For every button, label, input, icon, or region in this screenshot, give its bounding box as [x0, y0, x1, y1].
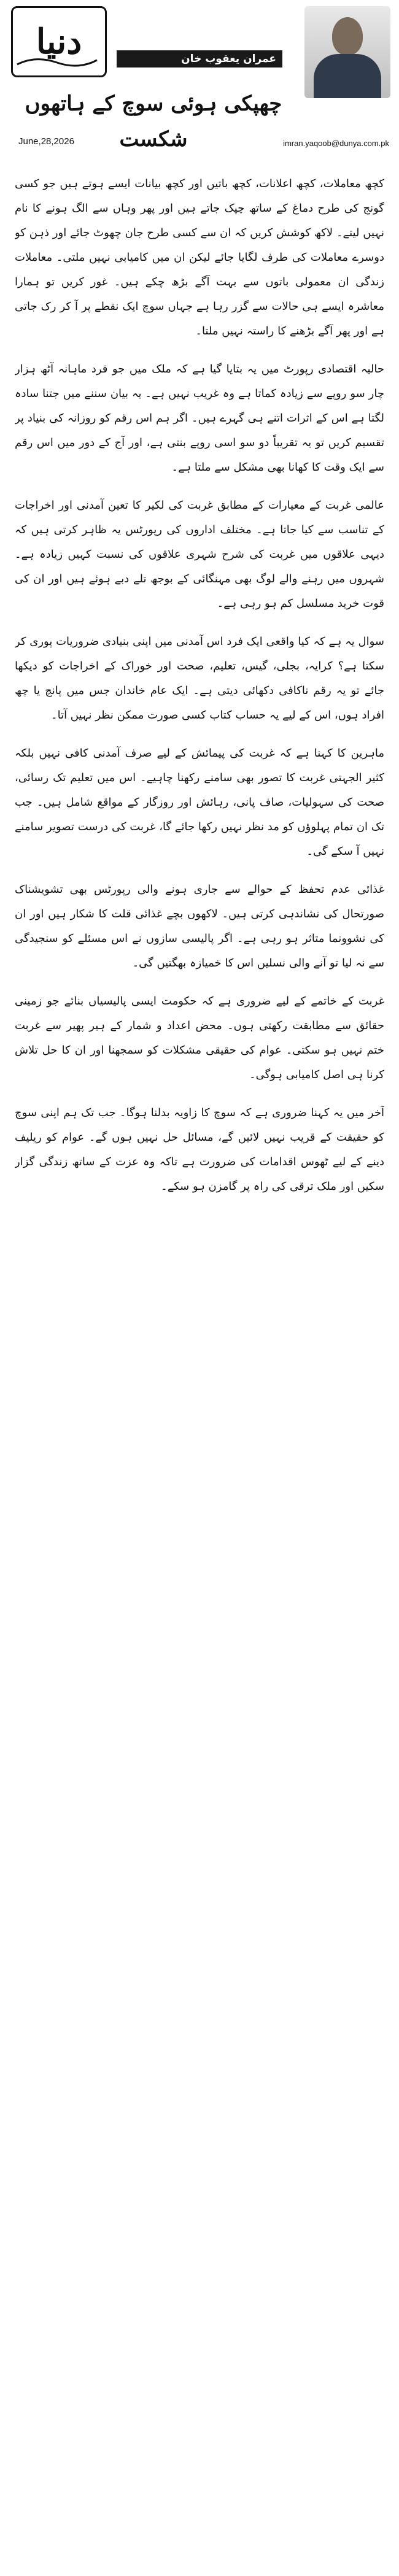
logo-text: دنیا [36, 21, 82, 62]
publish-date: June,28,2026 [18, 136, 74, 147]
article-headline: چھپکی ہوئی سوچ کے ہاتھوں شکست [25, 91, 282, 152]
author-photo [304, 6, 390, 98]
article-paragraph: ماہرین کا کہنا ہے کہ غربت کی پیمائش کے لیے صرف آمدنی کافی نہیں بلکہ کثیر الجہتی غربت کا تصور بھی سامنے رکھنا چاہیے۔ اس میں تعلیم تک رسائی، صحت کی سہولیات، صاف پانی، رہائش اور روزگار کے مواقع شامل ہیں۔ جب تک ان تمام پہلوؤں کو مد نظر نہیں رکھا جائے گا، غربت کی درست تصویر سامنے نہیں آ سکے گی۔ [15, 747, 384, 858]
article-paragraph: عالمی غربت کے معیارات کے مطابق غربت کی لکیر کا تعین آمدنی اور اخراجات کے تناسب سے کیا جاتا ہے۔ مختلف اداروں کی رپورٹس یہ ظاہر کرتی ہیں کہ دیہی علاقوں میں غربت کی شرح شہری علاقوں کی نسبت کہیں زیادہ ہے۔ شہروں میں رہنے والے لوگ بھی مہنگائی کے بوجھ تلے دبے ہوئے ہیں اور ان کی قوت خرید مسلسل کم ہو رہی ہے۔ [15, 499, 384, 610]
article-paragraph: حالیہ اقتصادی رپورٹ میں یہ بتایا گیا ہے کہ ملک میں جو فرد ماہانہ آٹھ ہزار چار سو روپے سے زیادہ کماتا ہے وہ غریب نہیں ہے۔ یہ بیان سننے میں جتنا سادہ لگتا ہے اس کے اثرات اتنے ہی گہرے ہیں۔ اگر ہم اس رقم کو روزانہ کی بنیاد پر تقسیم کریں تو یہ تقریباً دو سو اسی روپے بنتی ہے، اور آج کے دور میں اس رقم سے ایک وقت کا کھانا بھی مشکل سے ملتا ہے۔ [15, 363, 384, 474]
author-email: imran.yaqoob@dunya.com.pk [283, 139, 389, 148]
article-paragraph: آخر میں یہ کہنا ضروری ہے کہ سوچ کا زاویہ بدلنا ہوگا۔ جب تک ہم اپنی سوچ کو حقیقت کے قریب نہیں لائیں گے، مسائل حل نہیں ہوں گے۔ عوام کو ریلیف دینے کے لیے ٹھوس اقدامات کی ضرورت ہے تاکہ وہ عزت کے ساتھ زندگی گزار سکیں اور ملک ترقی کی راہ پر گامزن ہو سکے۔ [15, 1106, 384, 1193]
article-body [15, 172, 384, 2559]
column-header [0, 0, 399, 166]
logo-wave-icon [11, 6, 103, 74]
article-paragraph: سوال یہ ہے کہ کیا واقعی ایک فرد اس آمدنی میں اپنی بنیادی ضروریات پوری کر سکتا ہے؟ کرایہ، بجلی، گیس، تعلیم، صحت اور خوراک کے اخراجات کو دیکھا جائے تو یہ رقم ناکافی دکھائی دیتی ہے۔ ایک عام خاندان جس میں پانچ یا چھ افراد ہوں، اس کے لیے یہ حساب کتاب کسی صورت ممکن نظر نہیں آتا۔ [15, 635, 384, 722]
article-paragraph: غربت کے خاتمے کے لیے ضروری ہے کہ حکومت ایسی پالیسیاں بنائے جو زمینی حقائق سے مطابقت رکھتی ہوں۔ محض اعداد و شمار کے ہیر پھیر سے غربت ختم نہیں ہو سکتی۔ عوام کی حقیقی مشکلات کو سمجھنا اور ان کا حل تلاش کرنا ہی اصل کامیابی ہوگی۔ [15, 995, 384, 1081]
article-paragraph: کچھ معاملات، کچھ اعلانات، کچھ باتیں اور کچھ بیانات ایسے ہوتے ہیں جو کسی گونج کی طرح دماغ کے ساتھ چپک جاتے ہیں اور پھر وہاں سے الگ ہونے کا نام نہیں لیتے۔ لاکھ کوشش کریں کہ ان سے کسی طرح جان چھوٹ جائے اور ذہن کو دوسرے معاملات کی طرف لگایا جائے لیکن ان میں کامیابی نہیں ملتی۔ معاملات زندگی ان معمولی باتوں سے بہت آگے بڑھ چکے ہیں۔ غور کریں تو ہمارا معاشرہ ایسے ہی حالات سے گزر رہا ہے جہاں سوچ ایک نقطے پر آ کر رک جاتی ہے اور پھر آگے بڑھنے کا راستہ نہیں ملتا۔ [15, 177, 384, 337]
author-name-strip: عمران یعقوب خان [117, 50, 282, 67]
article-paragraph: غذائی عدم تحفظ کے حوالے سے جاری ہونے والی رپورٹس بھی تشویشناک صورتحال کی نشاندہی کرتی ہیں۔ لاکھوں بچے غذائی قلت کا شکار ہیں اور ان کی نشوونما متاثر ہو رہی ہے۔ اگر پالیسی سازوں نے اس مسئلے کو سنجیدگی سے نہ لیا تو آنے والی نسلیں اس کا خمیازہ بھگتیں گی۔ [15, 883, 384, 970]
